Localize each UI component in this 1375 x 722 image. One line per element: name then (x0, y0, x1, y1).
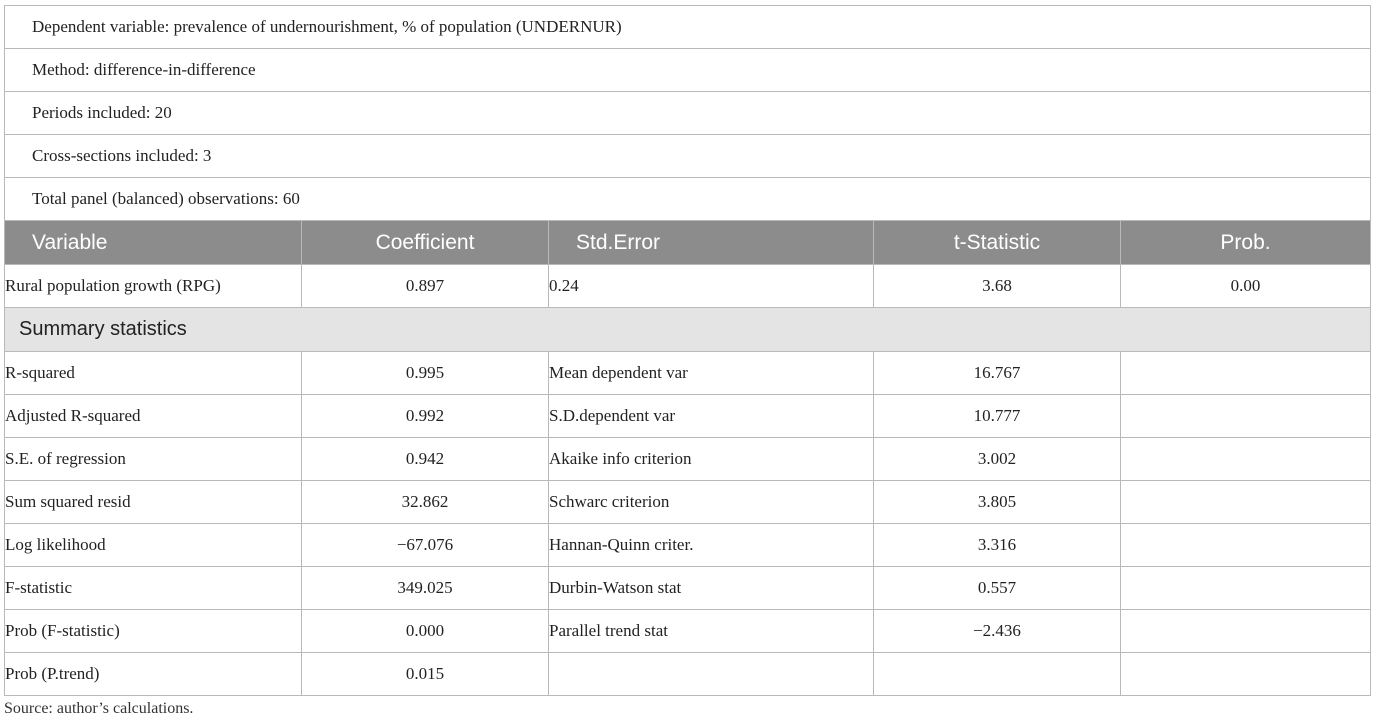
stat-right-label: S.D.dependent var (549, 395, 874, 438)
summary-statistics-body (5, 352, 1371, 696)
stat-left-label: Sum squared resid (5, 481, 302, 524)
table-row (5, 438, 1371, 481)
info-method: Method: difference-in-difference (5, 49, 1371, 92)
stat-left-value: 0.992 (302, 395, 549, 438)
stat-left-label: Prob (F-statistic) (5, 610, 302, 653)
empty-cell (1121, 653, 1371, 696)
stat-left-value: 0.015 (302, 653, 549, 696)
stat-right-label: Parallel trend stat (549, 610, 874, 653)
table-row (5, 610, 1371, 653)
stat-right-label: Durbin-Watson stat (549, 567, 874, 610)
empty-cell (1121, 481, 1371, 524)
stat-right-value: 3.316 (874, 524, 1121, 567)
stat-right-value: 0.557 (874, 567, 1121, 610)
stat-left-value: −67.076 (302, 524, 549, 567)
empty-cell (1121, 395, 1371, 438)
stat-right-label: Akaike info criterion (549, 438, 874, 481)
cell-std-error: 0.24 (549, 265, 874, 308)
stat-right-label: Hannan-Quinn criter. (549, 524, 874, 567)
info-dependent-variable: Dependent variable: prevalence of undernourishment, % of population (UNDERNUR) (5, 6, 1371, 49)
header-std-error: Std.Error (549, 221, 874, 265)
table-row (5, 265, 1371, 308)
stat-left-label: S.E. of regression (5, 438, 302, 481)
empty-cell (1121, 567, 1371, 610)
header-coefficient: Coefficient (302, 221, 549, 265)
stat-right-value (874, 653, 1121, 696)
stat-right-label: Mean dependent var (549, 352, 874, 395)
stat-right-value: −2.436 (874, 610, 1121, 653)
header-t-statistic: t-Statistic (874, 221, 1121, 265)
stat-right-label (549, 653, 874, 696)
info-row (5, 178, 1371, 221)
stat-left-value: 349.025 (302, 567, 549, 610)
stat-left-label: R-squared (5, 352, 302, 395)
table-row (5, 395, 1371, 438)
stat-right-label: Schwarc criterion (549, 481, 874, 524)
source-note: Source: author’s calculations. (4, 700, 194, 717)
stat-left-label: Log likelihood (5, 524, 302, 567)
stat-left-label: Adjusted R-squared (5, 395, 302, 438)
info-row (5, 92, 1371, 135)
stat-right-value: 16.767 (874, 352, 1121, 395)
table-header-row (5, 221, 1371, 265)
stat-left-value: 0.942 (302, 438, 549, 481)
cell-variable: Rural population growth (RPG) (5, 265, 302, 308)
section-row (5, 308, 1371, 352)
table-row (5, 567, 1371, 610)
cell-t-statistic: 3.68 (874, 265, 1121, 308)
info-cross-sections: Cross-sections included: 3 (5, 135, 1371, 178)
empty-cell (1121, 352, 1371, 395)
table-row (5, 653, 1371, 696)
header-variable: Variable (5, 221, 302, 265)
info-observations: Total panel (balanced) observations: 60 (5, 178, 1371, 221)
stat-right-value: 10.777 (874, 395, 1121, 438)
info-periods: Periods included: 20 (5, 92, 1371, 135)
table-row (5, 352, 1371, 395)
stat-right-value: 3.805 (874, 481, 1121, 524)
empty-cell (1121, 524, 1371, 567)
stat-right-value: 3.002 (874, 438, 1121, 481)
info-row (5, 49, 1371, 92)
regression-results-table (4, 5, 1371, 696)
empty-cell (1121, 438, 1371, 481)
info-row (5, 6, 1371, 49)
header-prob: Prob. (1121, 221, 1371, 265)
stat-left-label: Prob (P.trend) (5, 653, 302, 696)
stat-left-value: 0.000 (302, 610, 549, 653)
section-title: Summary statistics (5, 308, 1371, 352)
stat-left-label: F-statistic (5, 567, 302, 610)
cell-coefficient: 0.897 (302, 265, 549, 308)
table-row (5, 481, 1371, 524)
empty-cell (1121, 610, 1371, 653)
info-row (5, 135, 1371, 178)
stat-left-value: 0.995 (302, 352, 549, 395)
table-row (5, 524, 1371, 567)
cell-prob: 0.00 (1121, 265, 1371, 308)
stat-left-value: 32.862 (302, 481, 549, 524)
